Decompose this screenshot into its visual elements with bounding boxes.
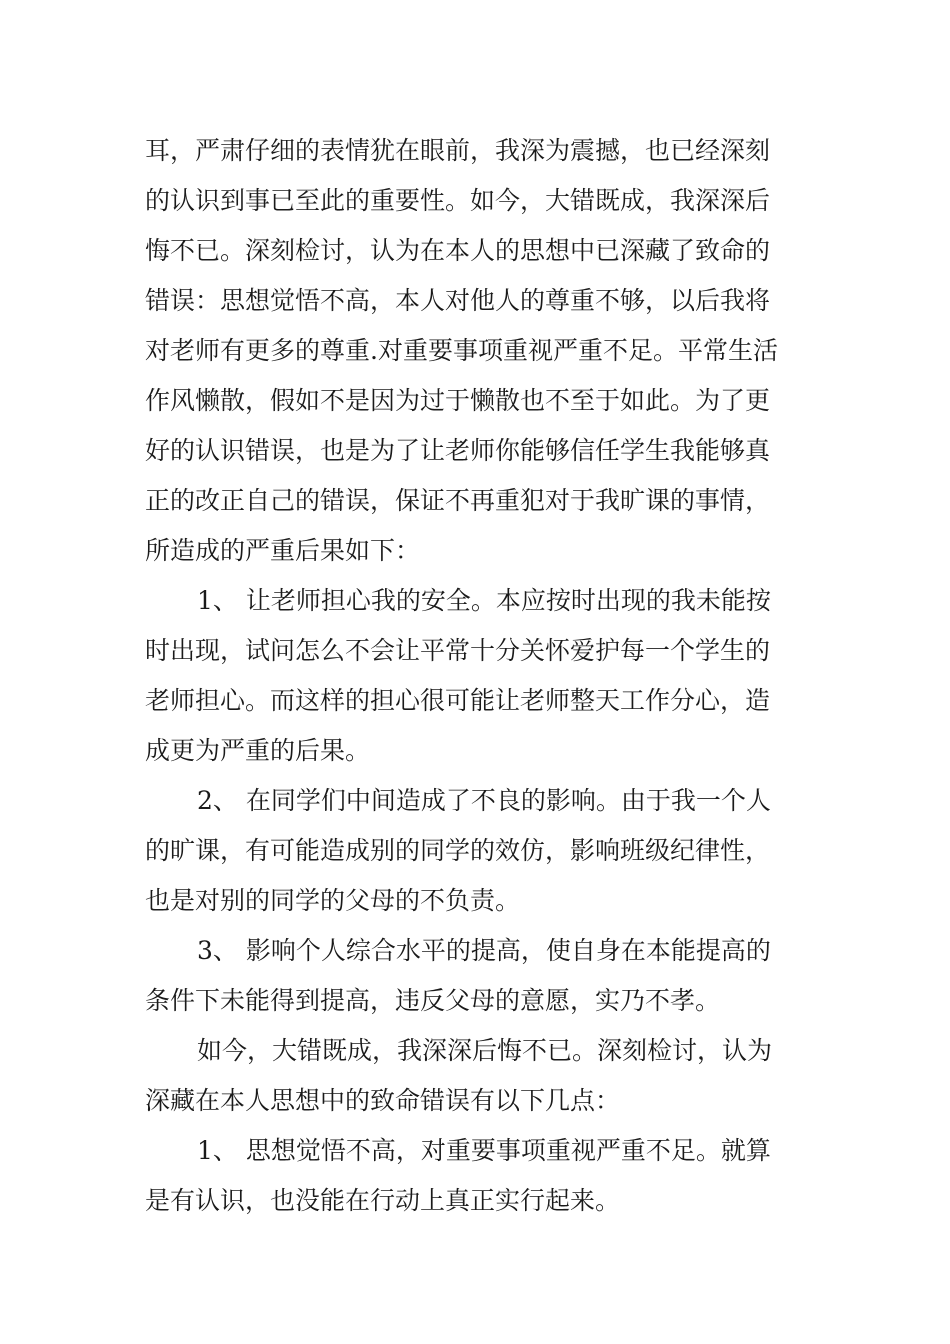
document-body (145, 126, 810, 1226)
paragraph-start-line: 如今，大错既成，我深深后悔不已。深刻检讨，认为 (197, 1036, 773, 1065)
text-line: 作风懒散，假如不是因为过于懒散也不至于如此。为了更 (145, 386, 771, 415)
text-line: 的认识到事已至此的重要性。如今，大错既成，我深深后 (145, 186, 771, 215)
text-line: 条件下未能得到提高，违反父母的意愿，实乃不孝。 (145, 986, 721, 1015)
list-item-line: 1、 让老师担心我的安全。本应按时出现的我未能按 (197, 586, 771, 615)
text-line: 深藏在本人思想中的致命错误有以下几点： (145, 1086, 621, 1115)
text-line: 时出现，试问怎么不会让平常十分关怀爱护每一个学生的 (145, 636, 771, 665)
text-line: 成更为严重的后果。 (145, 736, 371, 765)
text-line: 是有认识，也没能在行动上真正实行起来。 (145, 1186, 621, 1215)
text-line: 错误：思想觉悟不高，本人对他人的尊重不够，以后我将 (145, 286, 771, 315)
text-line: 也是对别的同学的父母的不负责。 (145, 886, 521, 915)
list-item-line: 3、 影响个人综合水平的提高，使自身在本能提高的 (197, 936, 771, 965)
text-line: 好的认识错误，也是为了让老师你能够信任学生我能够真 (145, 436, 771, 465)
text-line: 正的改正自己的错误，保证不再重犯对于我旷课的事情， (145, 486, 771, 515)
text-line: 老师担心。而这样的担心很可能让老师整天工作分心，造 (145, 686, 771, 715)
text-line: 悔不已。深刻检讨，认为在本人的思想中已深藏了致命的 (145, 236, 771, 265)
text-line: 的旷课，有可能造成别的同学的效仿，影响班级纪律性， (145, 836, 771, 865)
text-line: 所造成的严重后果如下： (145, 536, 421, 565)
list-item-line: 1、 思想觉悟不高，对重要事项重视严重不足。就算 (197, 1136, 771, 1165)
list-item-line: 2、 在同学们中间造成了不良的影响。由于我一个人 (197, 786, 771, 815)
text-line: 对老师有更多的尊重.对重要事项重视严重不足。平常生活 (145, 336, 778, 365)
text-line: 耳，严肃仔细的表情犹在眼前，我深为震撼，也已经深刻 (145, 136, 771, 165)
